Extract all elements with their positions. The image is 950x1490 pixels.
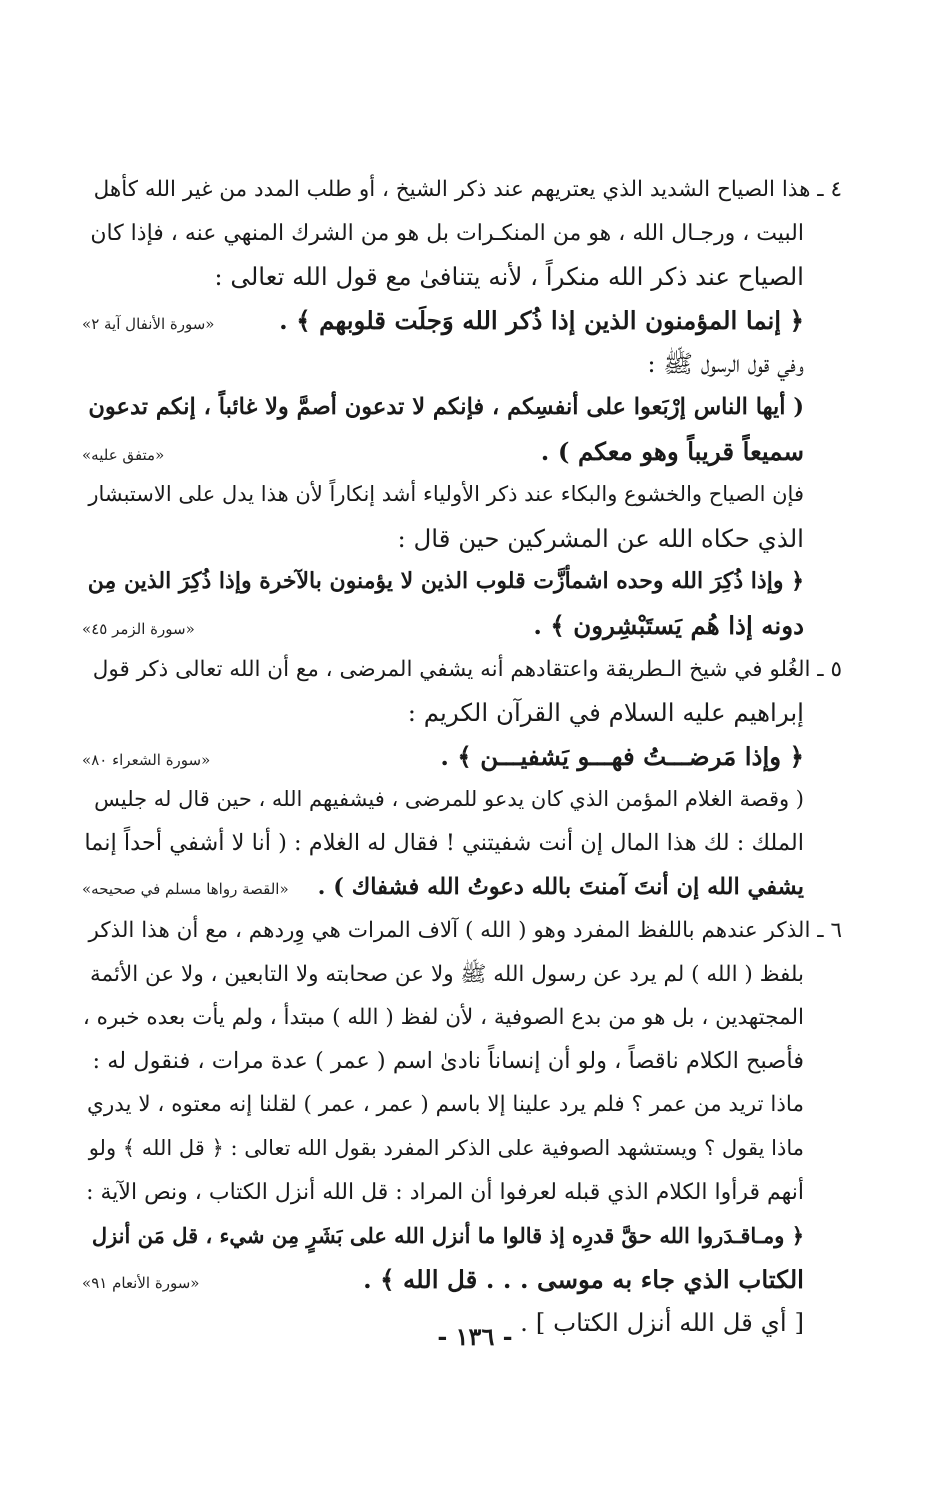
- line-text: ٦ ـ الذكر عندهم باللفظ المفرد وهو ( الله ) آلاف المرات هي وِردهم ، مع أن هذا الذكر: [88, 918, 842, 944]
- text-line: [82, 1171, 842, 1215]
- text-line: [82, 691, 842, 735]
- line-text: ماذا يقول ؟ ويستشهد الصوفية على الذكر المفرد بقول الله تعالى : ﴿ قل الله ﴾ ولو: [88, 1136, 804, 1161]
- page-body: [82, 168, 842, 1345]
- text-line: [82, 517, 842, 561]
- text-line: [82, 866, 842, 910]
- text-line: [82, 822, 842, 866]
- source-reference: «سورة الأنعام ٩١»: [82, 1273, 200, 1292]
- line-text: سميعاً قريباً وهو معكم ) .: [540, 436, 804, 466]
- line-text: ٤ ـ هذا الصياح الشديد الذي يعتريهم عند ذكر الشيخ ، أو طلب المدد من غير الله كأهل: [93, 177, 842, 202]
- source-reference: «سورة الأنفال آية ٢»: [82, 314, 215, 333]
- text-line: [82, 1214, 842, 1258]
- text-line: [82, 1127, 842, 1171]
- line-text: فأصبح الكلام ناقصاً ، ولو أن إنساناً نادىٰ اسم ( عمر ) عدة مرات ، فنقول له :: [92, 1047, 804, 1074]
- source-reference: «سورة الشعراء ٨٠»: [82, 750, 211, 769]
- text-line: [82, 168, 842, 212]
- text-line: [82, 255, 842, 299]
- line-text: ﴿ وإذا مَرضـــتُ فهـــو يَشفيـــن ﴾ .: [440, 741, 804, 771]
- line-text: الذي حكاه الله عن المشركين حين قال :: [397, 523, 804, 553]
- line-text: ﴿ وإذا ذُكِرَ الله وحده اشمأزَّت قلوب الذين لا يؤمنون بالآخرة وإذا ذُكِرَ الذين مِن: [87, 568, 804, 595]
- text-line: [82, 604, 842, 648]
- text-line: [82, 430, 842, 474]
- text-line: [82, 560, 842, 604]
- line-text: البيت ، ورجـال الله ، هو من المنكـرات بل هو من الشرك المنهي عنه ، فإذا كان: [90, 220, 804, 246]
- line-text: أنهم قرأوا الكلام الذي قبله لعرفوا أن المراد : قل الله أنزل الكتاب ، ونص الآية :: [86, 1179, 804, 1205]
- line-text: يشفي الله إن أنتَ آمنتَ بالله دعوتُ الله فشفاك ) .: [317, 873, 804, 900]
- source-reference: «سورة الزمر ٤٥»: [82, 619, 195, 638]
- line-text: إبراهيم عليه السلام في القرآن الكريم :: [407, 698, 804, 728]
- line-text: دونه إذا هُم يَستَبْشِرون ﴾ .: [533, 610, 804, 640]
- line-text: المجتهدين ، بل هو من بدع الصوفية ، لأن لفظ ( الله ) مبتدأ ، ولم يأت بعده خبره ،: [82, 1005, 804, 1031]
- text-line: [82, 386, 842, 430]
- text-line: [82, 778, 842, 822]
- text-line: [82, 473, 842, 517]
- line-text: بلفظ ( الله ) لم يرد عن رسول الله ﷺ ولا عن صحابته ولا التابعين ، ولا عن الأئمة: [90, 961, 804, 987]
- text-line: [82, 735, 842, 779]
- source-reference: «متفق عليه»: [82, 445, 165, 464]
- line-text: ٥ ـ الغُلو في شيخ الـطريقة واعتقادهم أنه يشفي المرضى ، مع أن الله تعالى ذكر قول: [92, 656, 842, 682]
- line-text: فإن الصياح والخشوع والبكاء عند ذكر الأولياء أشد إنكاراً لأن هذا يدل على الاستبشار: [88, 482, 804, 507]
- line-text: ﴿ ومـاقـدَروا الله حقَّ قدرِه إذ قالوا ما أنزل الله على بَشَرٍ مِن شيء ، قل مَن أنزل: [91, 1223, 804, 1249]
- page-number: - ١٣٦ -: [437, 1322, 513, 1351]
- text-line: [82, 1083, 842, 1127]
- text-line: [82, 1258, 842, 1302]
- line-text: ( وقصة الغلام المؤمن الذي كان يدعو للمرضى ، فيشفيهم الله ، حين قال له جليس: [94, 787, 804, 812]
- line-text: وفي قول الرسول ﷺ :: [647, 349, 804, 379]
- line-text: ( أيها الناس إرْبَعوا على أنفسِكم ، فإنكم لا تدعون أصمَّ ولا غائباً ، إنكم تدعون: [88, 393, 804, 420]
- line-text: ماذا تريد من عمر ؟ فلم يرد علينا إلا باسم ( عمر ، عمر ) لقلنا إنه معتوه ، لا يدري: [87, 1092, 804, 1118]
- text-line: [82, 996, 842, 1040]
- text-line: [82, 648, 842, 692]
- text-line: [82, 299, 842, 343]
- text-line: [82, 212, 842, 256]
- line-text: الكتاب الذي جاء به موسى . . . قل الله ﴾ .: [363, 1264, 804, 1294]
- line-text: الملك : لك هذا المال إن أنت شفيتني ! فقال له الغلام : ( أنا لا أشفي أحداً إنما: [84, 829, 804, 856]
- line-text: ﴿ إنما المؤمنون الذين إذا ذُكر الله وَجلَت قلوبهم ﴾ .: [279, 305, 804, 335]
- text-line: [82, 909, 842, 953]
- text-line: [82, 1040, 842, 1084]
- text-line: [82, 953, 842, 997]
- source-reference: «القصة رواها مسلم في صحيحه»: [82, 879, 289, 898]
- line-text: [ أي قل الله أنزل الكتاب ] .: [520, 1308, 804, 1338]
- line-text: الصياح عند ذكر الله منكراً ، لأنه يتنافىٰ مع قول الله تعالى :: [214, 262, 804, 292]
- text-line: [82, 342, 842, 386]
